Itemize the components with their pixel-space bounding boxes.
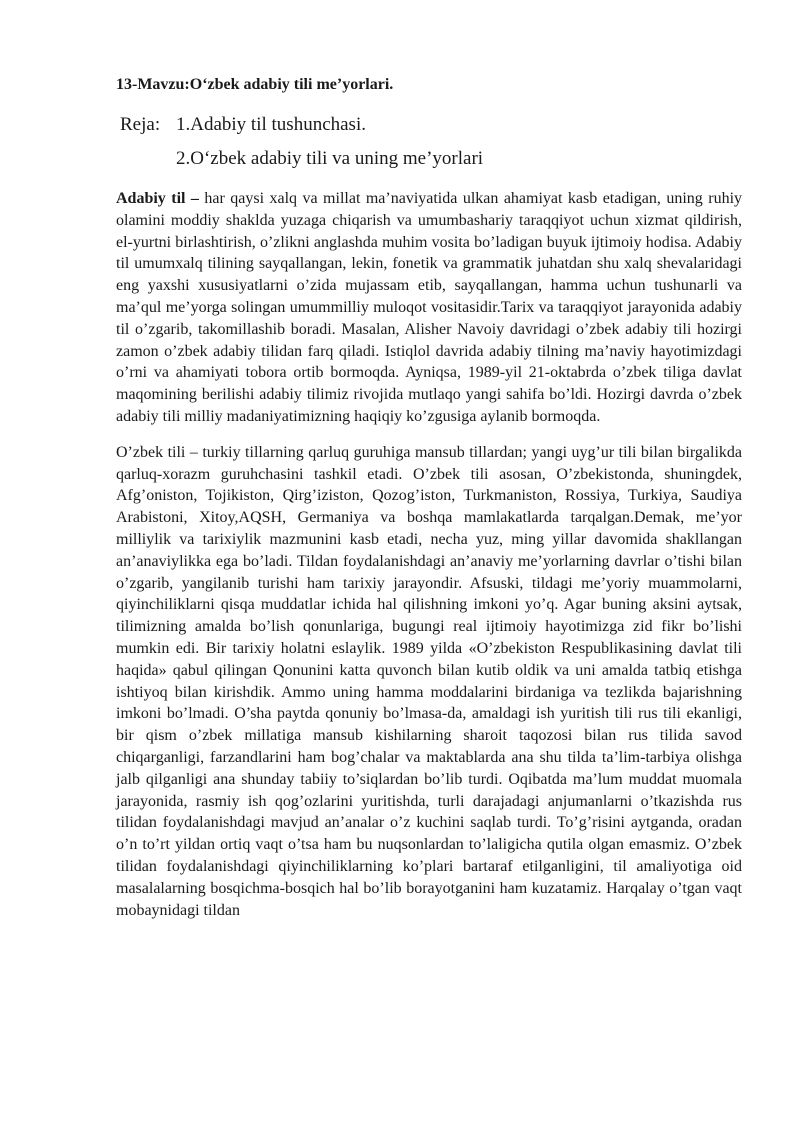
plan-item-1: 1.Adabiy til tushunchasi. [176, 114, 366, 135]
document-title: 13-Mavzu:O‘zbek adabiy tili me’yorlari. [116, 76, 394, 93]
document-page [116, 74, 742, 921]
plan-row-2 [116, 146, 742, 172]
term-adabiy-til: Adabiy til – [116, 190, 199, 207]
paragraph-1-text: har qaysi xalq va millat ma’naviyatida ulkan ahamiyat kasb etadigan, uning ruhiy olamini moddiy shaklda yuzaga chiqarish va umumbashariy taraqqiyot uchun xizmat qildirish, el-yurtni birlashtirish, o’zlikni anglashda muhim vosita bo’ladigan buyuk ijtimoiy hodisa. Adabiy til umumxalq tilining sayqallangan, lekin, fonetik va grammatik juhatdan shu xalq shevalaridagi eng yaxshi xususiyatlarni o’zida mujassam etib, sayqallangan, hamma uchun tushunarli va ma’qul me’yorga solingan umummilliy muloqot vositasidir.Tarix va taraqqiyot jarayonida adabiy til o’zgarib, takomillashib boradi. Masalan, Alisher Navoiy davridagi o’zbek adabiy tili hozirgi zamon o’zbek adabiy tilidan farq qiladi. Istiqlol davrida adabiy tilning ma’naviy hayotimizdagi o’rni va ahamiyati tobora ortib bormoqda. Ayniqsa, 1989-yil 21-oktabrda o’zbek tiliga davlat maqomining berilishi adabiy tilimiz rivojida mutlaqo yangi sahifa bo’ldi. Hozirgi davrda o’zbek adabiy tili milliy madaniyatimizning haqiqiy ko’zgusiga aylanib bormoqda. [116, 190, 743, 425]
plan-section [116, 112, 742, 172]
plan-label: Reja: [120, 114, 161, 135]
plan-item-2: 2.O‘zbek adabiy tili va uning me’yorlari [176, 148, 484, 169]
plan-row-1 [116, 112, 742, 138]
paragraph-ozbek-tili: O’zbek tili – turkiy tillarning qarluq guruhiga mansub tillardan; yangi uyg’ur tili bilan birgalikda qarluq-xorazm guruhchasini tashkil etadi. O’zbek tili asosan, O’zbekistonda, shuningdek, Afg’oniston, Tojikiston, Qirg’iziston, Qozog’iston, Turkmaniston, Rossiya, Turkiya, Saudiya Arabistoni, Xitoy,AQSH, Germaniya va boshqa mamlakatlarda tarqalgan.Demak, me’yor milliylik va tarixiylik mazmunini kasb etadi, necha yuz, ming yillar davomida shakllangan an’anaviylikka ega bo’ladi. Tildan foydalanishdagi an’anaviy me’yorlarning davrlar o’tishi bilan o’zgarib, yangilanib turishi ham tarixiy jarayondir. Afsuski, tildagi me’yoriy muammolarni, qiyinchiliklarni qisqa muddatlar ichida hal qilishning imkoni yo’q. Agar buning aksini aytsak, tilimizning amalda bo’lish qonunlariga, bugungi real ijtimoiy hayotimizga zid fikr bo’lishi mumkin edi. Bir tarixiy holatni eslaylik. 1989 yilda «O’zbekiston Respublikasining davlat tili haqida» qabul qilingan Qonunini katta quvonch bilan kutib oldik va uni amalda tatbiq etishga ishtiyoq bilan kirishdik. Ammo uning hamma moddalarini birdaniga va tezlikda bajarishning imkoni bo’lmadi. O’sha paytda qonuniy bo’lmasa-da, amaldagi ish yuritish tili rus tili ekanligi, bir qism o’zbek millatiga mansub kishilarning sharoit taqozosi bilan rus tilida savod chiqarganligi, farzandlarini ham bog’chalar va maktablarda ana shu tilda ta’lim-tarbiya olishga jalb qilganligi ana shunday tabiiy to’siqlardan bo’lib turdi. Oqibatda ma’lum muddat muomala jarayonida, rasmiy ish qog’ozlarini yuritishda, turli darajadagi anjumanlarni o’tkazishda rus tilidan foydalanishdagi mavjud an’analar o’z kuchini saqlab turdi. To’g’risini aytganda, oradan o’n to’rt yildan ortiq vaqt o’tsa ham bu nuqsonlardan to’laligicha qutila olgan emasmiz. O’zbek tilidan foydalanishdagi qiyinchiliklarning ko’plari bartaraf etilganligini, til amaliyotiga oid masalalarning bosqichma-bosqich hal bo’lib borayotganini ham kuzatamiz. Harqalay o’tgan vaqt mobaynidagi tildan [116, 443, 742, 919]
paragraph-adabiy-til [116, 188, 742, 428]
